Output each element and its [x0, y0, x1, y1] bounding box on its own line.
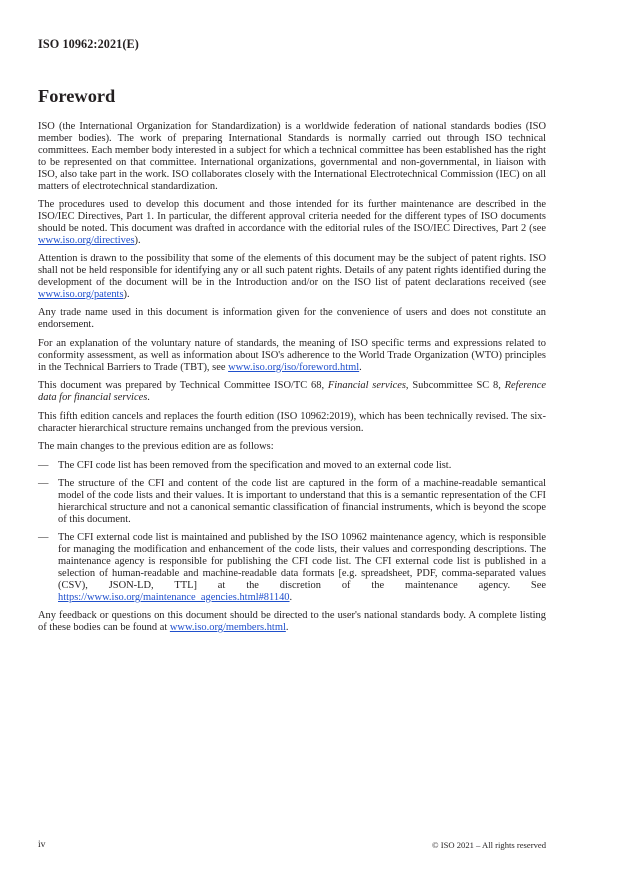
paragraph-text: Attention is drawn to the possibility that some of the elements of this document may be the subject of patent rights. ISO shall not be held responsible for identifying any or all such patent rights. Details of any patent rights identified during the development of the document will be in the Introduction and/or on the ISO list of patent declarations received (see: [38, 253, 546, 289]
paragraph-prepared-by: [38, 380, 546, 404]
paragraph-trade-name: Any trade name used in this document is information given for the convenience of users and does not constitute an endorsement.: [38, 307, 546, 331]
paragraph-text: .: [285, 622, 289, 634]
list-item: [38, 460, 546, 472]
subcommittee-name: Reference data for financial services: [38, 380, 547, 404]
copyright-notice: © ISO 2021 – All rights reserved: [432, 840, 546, 850]
paragraph-text: The CFI external code list is maintained and published by the ISO 10962 maintenance agency, which is responsible for managing the modification and enhancement of the code lists, their values and corresponding descriptions. The maintenance agency is responsible for publishing the CFI code list. The CFI external code list is published in a selection of human-readable and machine-readable data formats [e.g. spreadsheet, PDF, comma-separated values (CSV), JSON-LD, TTL] at the discretion of the maintenance agency. See: [58, 532, 546, 591]
link-members[interactable]: www.iso.org/members.html: [169, 622, 286, 634]
list-item-text: [58, 532, 546, 603]
paragraph-text: .: [359, 361, 362, 373]
paragraph-text: This document was prepared by Technical Committee ISO/TC 68,: [38, 380, 328, 392]
paragraph-text: , Subcommittee SC 8,: [405, 380, 505, 392]
paragraph-text: For an explanation of the voluntary nature of standards, the meaning of ISO specific terms and expressions related to conformity assessment, as well as information about ISO's adherence to the World Trade Organization (WTO) principles in the Technical Barriers to Trade (TBT), see: [38, 337, 546, 373]
link-foreword[interactable]: www.iso.org/iso/foreword.html: [228, 361, 360, 373]
paragraph-text: The procedures used to develop this document and those intended for its further maintenance are described in the ISO/IEC Directives, Part 1. In particular, the different approval criteria needed for the different types of ISO documents should be noted. This document was drafted in accordance with the editorial rules of the ISO/IEC Directives, Part 2 (see: [38, 199, 546, 234]
paragraph-text: .: [147, 392, 150, 404]
paragraph-text: .: [289, 591, 293, 603]
page-title: Foreword: [38, 86, 116, 106]
paragraph-text: ).: [123, 288, 130, 300]
paragraph-edition: This fifth edition cancels and replaces the fourth edition (ISO 10962:2019), which has been technically revised. The six-character hierarchical structure remains unchanged from the previous version.: [38, 410, 546, 434]
list-item-text: The CFI code list has been removed from the specification and moved to an external code list.: [58, 459, 452, 471]
dash-bullet: —: [38, 459, 49, 471]
paragraph-voluntary-nature: [38, 338, 546, 374]
list-item-text: The structure of the CFI and content of the code list are captured in the form of a machine-readable semantical model of the code lists and their values. It is important to understand that this is a semantic representation of the CFI hierarchical structure and not a canonical semantic classification of financial instruments, which is beyond the scope of this document.: [58, 478, 546, 525]
link-maintenance-agencies[interactable]: https://www.iso.org/maintenance_agencies.html#81140: [58, 591, 290, 603]
paragraph-iso-intro: ISO (the International Organization for Standardization) is a worldwide federation of national standards bodies (ISO member bodies). The work of preparing International Standards is normally carried out through ISO technical committees. Each member body interested in a subject for which a technical committee has been established has the right to be represented on that committee. International organizations, governmental and non-governmental, in liaison with ISO, also take part in the work. ISO collaborates closely with the International Electrotechnical Commission (IEC) on all matters of electrotechnical standardization.: [38, 121, 546, 192]
paragraph-procedures: [38, 199, 546, 247]
committee-name: Financial services: [327, 380, 406, 392]
paragraph-text: Any feedback or questions on this document should be directed to the user's national standards body. A complete listing of these bodies can be found at: [38, 610, 546, 634]
dash-bullet: —: [38, 478, 49, 489]
page-number: iv: [38, 839, 46, 850]
link-directives[interactable]: www.iso.org/directives: [38, 234, 135, 246]
link-patents[interactable]: www.iso.org/patents: [38, 288, 124, 300]
paragraph-feedback: [38, 610, 546, 634]
document-id-header: ISO 10962:2021(E): [38, 37, 139, 51]
foreword-body: [38, 121, 546, 641]
paragraph-main-changes-intro: The main changes to the previous edition are as follows:: [38, 441, 274, 452]
list-item: [38, 478, 546, 526]
dash-bullet: —: [38, 532, 49, 544]
paragraph-patents: [38, 253, 546, 301]
paragraph-text: ).: [134, 234, 141, 246]
list-item: [38, 532, 546, 603]
